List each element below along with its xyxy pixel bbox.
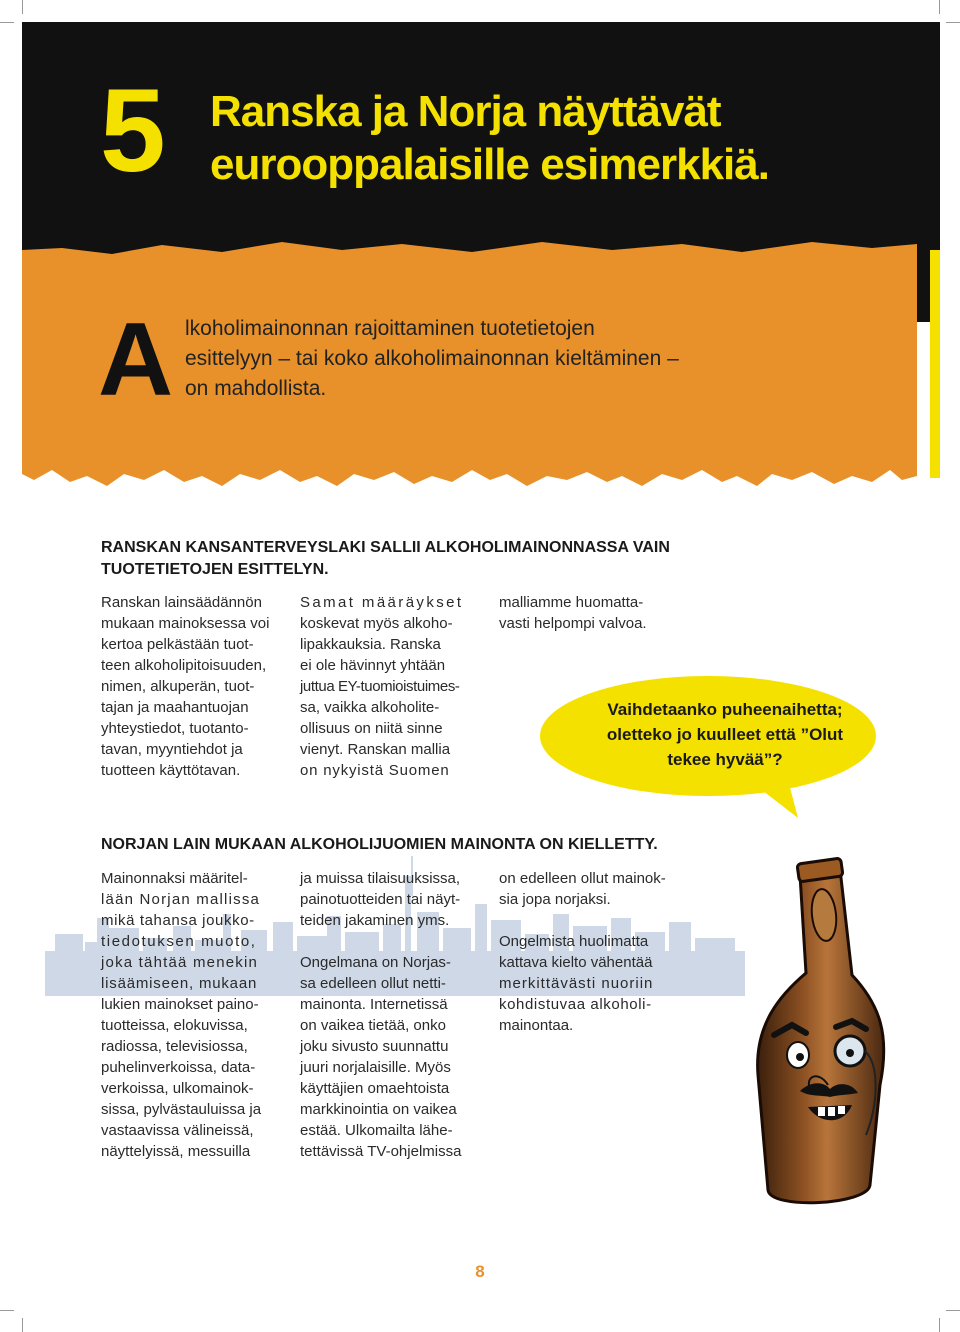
chapter-title — [210, 86, 910, 192]
text-line: mikä tahansa joukko- — [101, 912, 255, 929]
text-line: malliamme huomatta- — [499, 594, 644, 611]
text-line: juuri norjalaisille. Myös — [300, 1059, 451, 1076]
text-line: on edelleen ollut mainok- — [499, 870, 666, 887]
beer-bottle-character-illustration — [740, 855, 890, 1215]
text-line: verkoissa, ulkomainok- — [101, 1080, 254, 1097]
text-line: mainontaa. — [499, 1017, 574, 1034]
text-line: sissa, pylvästauluissa ja — [101, 1101, 262, 1118]
crop-mark — [22, 0, 23, 14]
text-line: vasti helpompi valvoa. — [499, 615, 647, 632]
text-line: mainonta. Internetissä — [300, 996, 448, 1013]
text-line: lään Norjan mallissa — [101, 891, 261, 908]
text-line: lisäämiseen, mukaan — [101, 975, 258, 992]
text-line: vastaavissa välineissä, — [101, 1122, 254, 1139]
lead-paragraph — [185, 314, 905, 404]
yellow-edge-stripe — [930, 250, 940, 478]
text-line: Ranskan lainsäädännön — [101, 594, 262, 611]
page-number: 8 — [475, 1262, 485, 1281]
text-line: tuotteen käyttötavan. — [101, 762, 241, 779]
crop-mark — [22, 1318, 23, 1332]
bubble-line: tekee hyvää”? — [667, 750, 783, 769]
text-line: on nykyistä Suomen — [300, 762, 450, 779]
text-line: painotuotteiden tai näyt- — [300, 891, 461, 908]
text-line: kattava kielto vähentää — [499, 954, 653, 971]
text-line: merkittävästi nuoriin — [499, 975, 654, 992]
text-column-4 — [101, 868, 287, 1162]
text-line: tavan, myyntiehdot ja — [101, 741, 243, 758]
text-line: juttua EY-tuomioistuimes- — [300, 678, 460, 695]
text-line: lukien mainokset paino- — [101, 996, 259, 1013]
text-line: tettävissä TV-ohjelmissa — [300, 1143, 462, 1160]
text-line: sa edelleen ollut netti- — [300, 975, 446, 992]
bubble-line: oletteko jo kuulleet että ”Olut — [606, 725, 844, 744]
lead-line: on mahdollista. — [185, 377, 327, 400]
text-line: markkinointia on vaikea — [300, 1101, 457, 1118]
text-line: teen alkoholipitoisuuden, — [101, 657, 267, 674]
chapter-number: 5 — [100, 65, 162, 197]
lead-line: esittelyyn – tai koko alkoholimainonnan kieltäminen – — [185, 347, 679, 370]
heading-line: NORJAN LAIN MUKAAN ALKOHOLIJUOMIEN MAINONTA ON KIELLETTY. — [101, 836, 658, 853]
bubble-line: Vaihdetaanko puheenaihetta; — [607, 700, 843, 719]
heading-line: RANSKAN KANSANTERVEYSLAKI SALLII ALKOHOLIMAINONNASSA VAIN — [101, 539, 670, 556]
drop-cap: A — [98, 302, 174, 418]
text-line: näyttelyissä, messuilla — [101, 1143, 251, 1160]
text-line: teiden jakaminen yms. — [300, 912, 450, 929]
text-line: puhelinverkoissa, data- — [101, 1059, 256, 1076]
text-line: Ongelmana on Norjas- — [300, 954, 451, 971]
text-line: ei ole hävinnyt yhtään — [300, 657, 446, 674]
text-line: estää. Ulkomailta lähe- — [300, 1122, 453, 1139]
chapter-title-line: Ranska ja Norja näyttävät — [210, 87, 721, 136]
text-line: Mainonnaksi määritel- — [101, 870, 248, 887]
crop-mark — [0, 22, 14, 23]
paragraph — [300, 868, 486, 931]
text-line: tuotteissa, elokuvissa, — [101, 1017, 248, 1034]
text-line: ollisuus on niitä sinne — [300, 720, 443, 737]
text-line: kertoa pelkästään tuot- — [101, 636, 254, 653]
crop-mark — [0, 1310, 14, 1311]
crop-mark — [939, 0, 940, 14]
section-heading-france — [101, 537, 670, 581]
paragraph — [499, 868, 685, 910]
text-column-1 — [101, 592, 287, 781]
paragraph — [499, 931, 685, 1036]
crop-mark — [946, 22, 960, 23]
text-line: vienyt. Ranskan mallia — [300, 741, 451, 758]
text-line: tajan ja maahantuojan — [101, 699, 249, 716]
text-line: Samat määräykset — [300, 594, 464, 611]
speech-bubble-text — [560, 697, 890, 772]
text-line: on vaikea tietää, onko — [300, 1017, 446, 1034]
section-heading-norway — [101, 834, 658, 856]
text-column-3 — [499, 592, 685, 634]
crop-mark — [946, 1310, 960, 1311]
text-line: sa, vaikka alkoholite- — [300, 699, 440, 716]
text-column-5 — [300, 868, 486, 1162]
text-line: kohdistuvaa alkoholi- — [499, 996, 652, 1013]
text-line: ja muissa tilaisuuksissa, — [300, 870, 461, 887]
text-line: nimen, alkuperän, tuot- — [101, 678, 255, 695]
text-line: lipakkauksia. Ranska — [300, 636, 441, 653]
text-line: joka tähtää menekin — [101, 954, 259, 971]
text-line: koskevat myös alkoho- — [300, 615, 453, 632]
text-line: mukaan mainoksessa voi — [101, 615, 270, 632]
text-line: käyttäjien omaehtoista — [300, 1080, 450, 1097]
text-column-6 — [499, 868, 685, 1036]
text-line: radiossa, televisiossa, — [101, 1038, 248, 1055]
crop-mark — [939, 1318, 940, 1332]
text-line: tiedotuksen muoto, — [101, 933, 257, 950]
lead-line: lkoholimainonnan rajoittaminen tuotetietojen — [185, 317, 595, 340]
chapter-title-line: eurooppalaisille esimerkkiä. — [210, 139, 769, 189]
paragraph — [300, 952, 486, 1162]
text-line: Ongelmista huolimatta — [499, 933, 649, 950]
heading-line: TUOTETIETOJEN ESITTELYN. — [101, 561, 329, 578]
text-line: joku sivusto suunnattu — [300, 1038, 449, 1055]
text-column-2 — [300, 592, 486, 781]
text-line: sia jopa norjaksi. — [499, 891, 611, 908]
text-line: yhteystiedot, tuotanto- — [101, 720, 249, 737]
